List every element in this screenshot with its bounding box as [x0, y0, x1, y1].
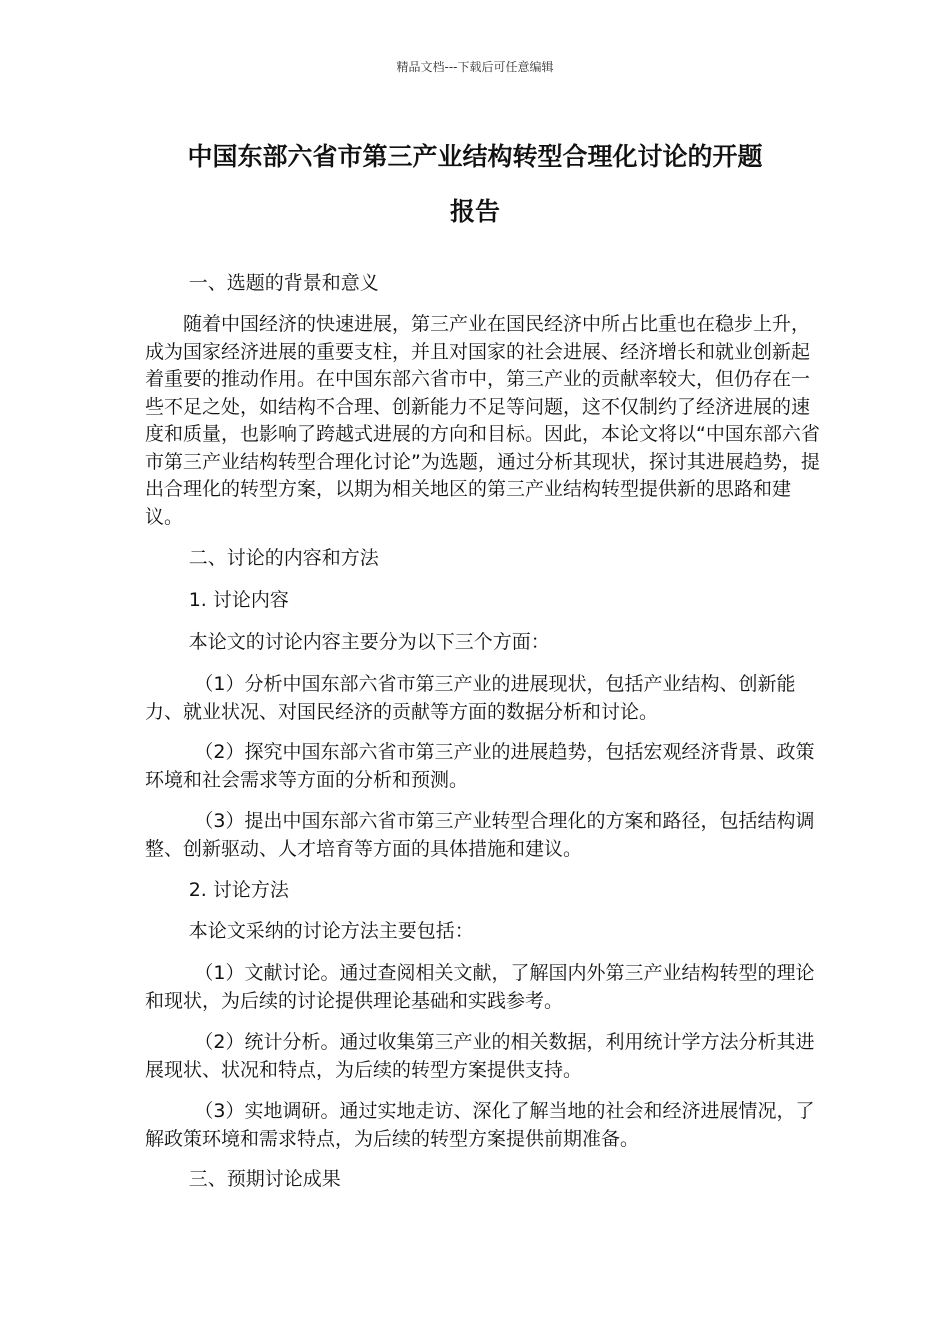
- list-item-method-2: （2）统计分析。通过收集第三产业的相关数据，利用统计学方法分析其进展现状、状况和特点，为后续的转型方案提供支持。: [145, 1031, 815, 1081]
- list-item-content-3: （3）提出中国东部六省市第三产业转型合理化的方案和路径，包括结构调整、创新驱动、人才培育等方面的具体措施和建议。: [145, 810, 815, 860]
- list-item-method-3: （3）实地调研。通过实地走访、深化了解当地的社会和经济进展情况，了解政策环境和需求特点，为后续的转型方案提供前期准备。: [145, 1100, 815, 1150]
- section-heading-background: 一、选题的背景和意义: [188, 272, 379, 294]
- list-item-content-2: （2）探究中国东部六省市第三产业的进展趋势，包括宏观经济背景、政策环境和社会需求等方面的分析和预测。: [145, 741, 815, 791]
- header-note: 精品文档---下载后可任意编辑: [396, 60, 554, 74]
- paragraph-background: 随着中国经济的快速进展，第三产业在国民经济中所占比重也在稳步上升，成为国家经济进展的重要支柱，并且对国家的社会进展、经济增长和就业创新起着重要的推动作用。在中国东部六省市中，第三产业的贡献率较大，但仍存在一些不足之处，如结构不合理、创新能力不足等问题，这不仅制约了经济进展的速度和质量，也影响了跨越式进展的方向和目标。因此，本论文将以“中国东部六省市第三产业结构转型合理化讨论”为选题，通过分析其现状，探讨其进展趋势，提出合理化的转型方案，以期为相关地区的第三产业结构转型提供新的思路和建议。: [145, 313, 820, 528]
- list-item-content-1: （1）分析中国东部六省市第三产业的进展现状，包括产业结构、创新能力、就业状况、对国民经济的贡献等方面的数据分析和讨论。: [145, 673, 796, 723]
- paragraph-method-intro: 本论文采纳的讨论方法主要包括：: [188, 920, 474, 942]
- subheading-method: 2. 讨论方法: [188, 879, 289, 901]
- section-heading-expected-results: 三、预期讨论成果: [188, 1168, 341, 1190]
- document-title-line1: 中国东部六省市第三产业结构转型合理化讨论的开题: [187, 142, 763, 171]
- subheading-content: 1. 讨论内容: [188, 589, 289, 611]
- section-heading-content-method: 二、讨论的内容和方法: [188, 547, 379, 569]
- document-title-line2: 报告: [449, 197, 500, 226]
- paragraph-content-intro: 本论文的讨论内容主要分为以下三个方面：: [188, 631, 550, 653]
- list-item-method-1: （1）文献讨论。通过查阅相关文献，了解国内外第三产业结构转型的理论和现状，为后续的讨论提供理论基础和实践参考。: [145, 962, 815, 1012]
